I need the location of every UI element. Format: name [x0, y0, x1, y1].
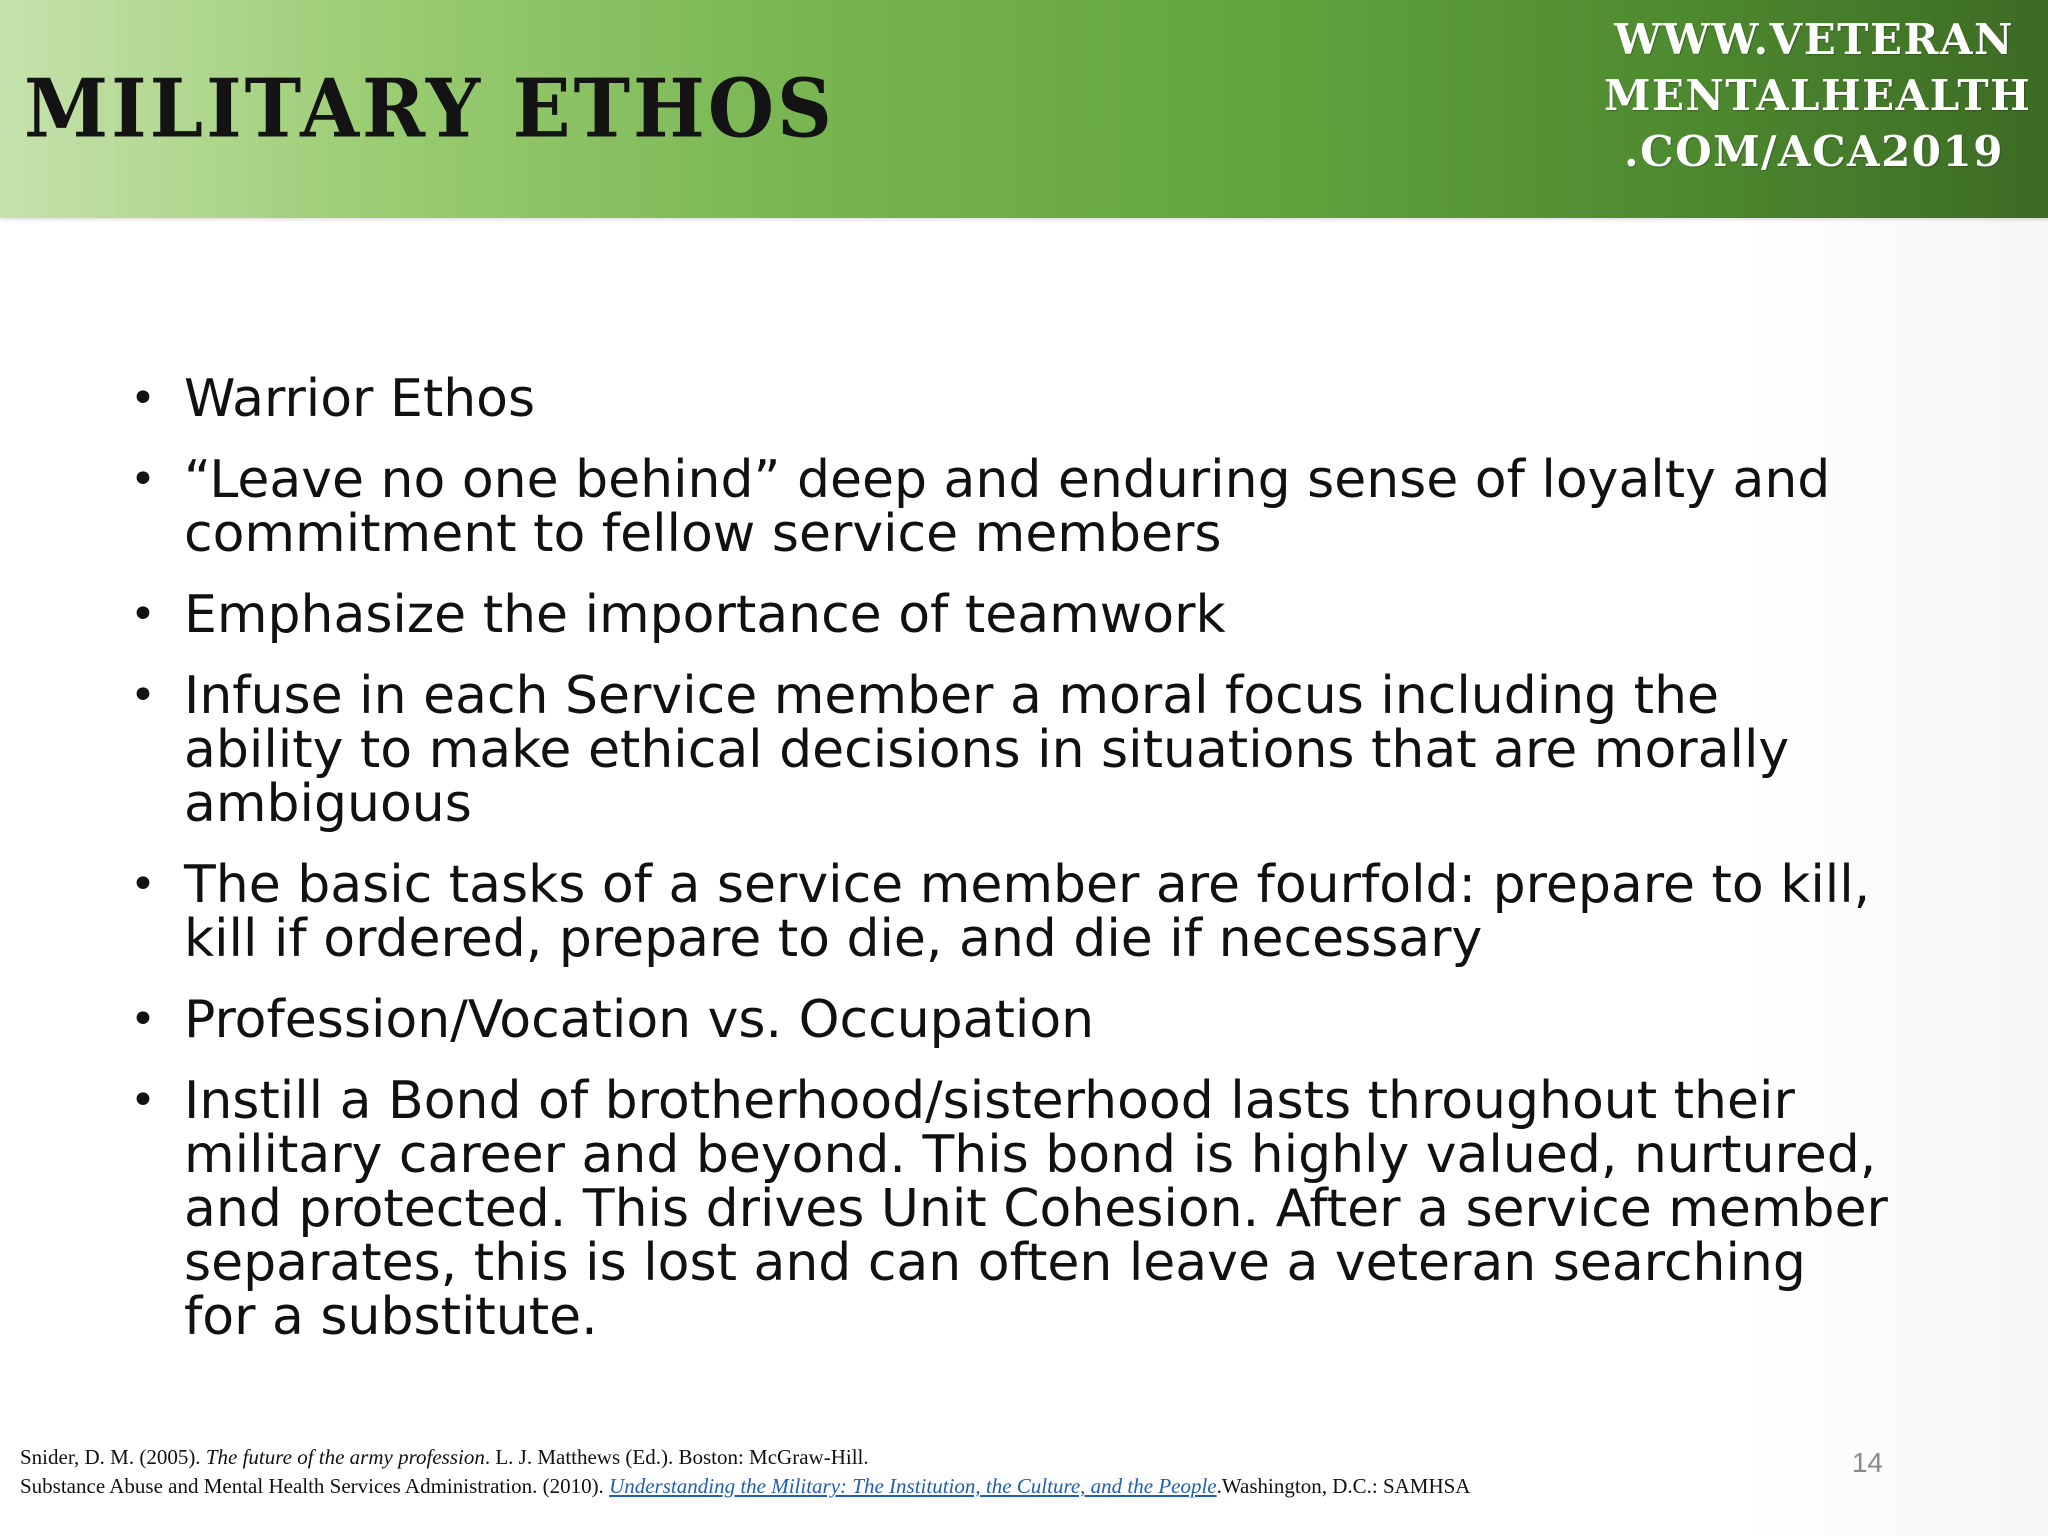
bullet-text: The basic tasks of a service member are fourfold: prepare to kill, kill if ordered, prepare to die, and die if necessary	[184, 855, 1871, 969]
bullet-list	[130, 369, 1890, 1371]
bullet-icon: •	[130, 454, 156, 505]
bullet-icon: •	[130, 373, 156, 424]
bullet-text: “Leave no one behind” deep and enduring sense of loyalty and commitment to fellow service members	[184, 450, 1831, 564]
bullet-item	[130, 585, 1890, 645]
slide-number: 14	[1851, 1447, 1883, 1478]
bullet-item	[130, 450, 1890, 564]
references	[20, 1443, 1850, 1501]
reference-text: . L. J. Matthews (Ed.). Boston: McGraw-Hill.	[484, 1445, 869, 1469]
bullet-icon: •	[130, 670, 156, 721]
bullet-item	[130, 666, 1890, 834]
bullet-icon: •	[130, 589, 156, 640]
reference-link[interactable]: Understanding the Military: The Institution, the Culture, and the People	[609, 1474, 1217, 1498]
bullet-text: Profession/Vocation vs. Occupation	[184, 990, 1095, 1050]
reference-title: The future of the army profession	[205, 1445, 485, 1469]
reference-snider	[20, 1443, 1850, 1472]
slide-title: MILITARY ETHOS	[24, 61, 835, 156]
bullet-icon: •	[130, 1075, 156, 1126]
bullet-item	[130, 369, 1890, 429]
bullet-text: Warrior Ethos	[184, 369, 536, 429]
reference-samhsa	[20, 1472, 1850, 1501]
header-banner	[0, 0, 2048, 218]
bullet-text: Instill a Bond of brotherhood/sisterhood lasts throughout their military career and beyond. This bond is highly valued, nurtured, and protected. This drives Unit Cohesion. After a service member separates, this is lost and can often leave a veteran searching for a substitute.	[184, 1071, 1888, 1347]
website-url	[1604, 12, 2032, 180]
bullet-item	[130, 855, 1890, 969]
bullet-item	[130, 990, 1890, 1050]
bullet-icon: •	[130, 859, 156, 910]
reference-text: .Washington, D.C.: SAMHSA	[1216, 1474, 1471, 1498]
url-line: MENTALHEALTH	[1604, 71, 2032, 120]
bullet-text: Emphasize the importance of teamwork	[184, 585, 1226, 645]
bullet-item	[130, 1071, 1890, 1347]
bullet-icon: •	[130, 994, 156, 1045]
url-line: .COM/ACA2019	[1624, 127, 2004, 176]
bullet-text: Infuse in each Service member a moral focus including the ability to make ethical decisions in situations that are morally ambiguous	[184, 666, 1790, 834]
reference-text: Snider, D. M. (2005).	[20, 1445, 206, 1469]
reference-text: Substance Abuse and Mental Health Services Administration. (2010).	[20, 1474, 610, 1498]
url-line: WWW.VETERAN	[1614, 15, 2014, 64]
